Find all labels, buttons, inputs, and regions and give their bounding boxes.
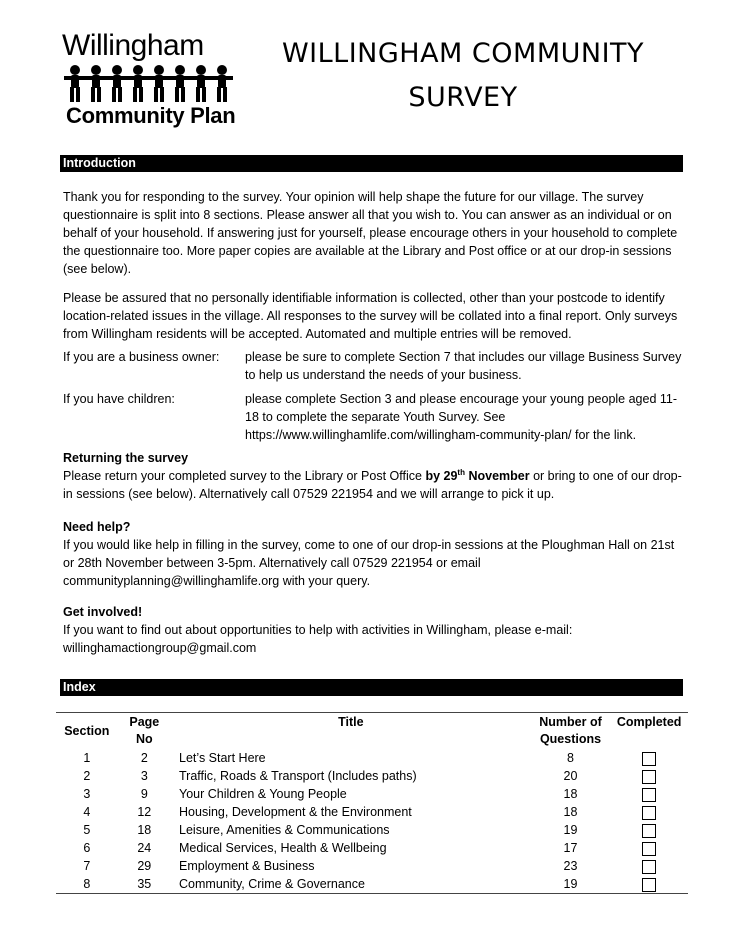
index-header-row [56,713,688,750]
row-completed [610,875,688,894]
row-questions: 18 [563,805,578,819]
row-title: Community, Crime & Governance [179,877,365,891]
children-label: If you have children: [63,392,175,406]
returning-heading: Returning the survey [63,451,189,465]
involved-line: If you want to find out about opportunities to help with activities in Willingham, please e-mail: [63,623,573,637]
row-completed [610,749,688,767]
row-title: Your Children & Young People [179,787,347,801]
row-page: 18 [137,823,152,837]
row-title: Let’s Start Here [179,751,266,765]
business-owner-label: If you are a business owner: [63,350,220,364]
row-title: Housing, Development & the Environment [179,805,412,819]
business-owner-text: please be sure to complete Section 7 that includes our village Business Survey to help us understand the needs of your business. [245,350,682,382]
people-chain-icon [64,64,236,104]
index-table [56,712,688,894]
row-completed [610,839,688,857]
table-row [56,875,688,894]
involved-email[interactable]: willinghamactiongroup@gmail.com [63,641,257,655]
completed-checkbox[interactable] [642,788,656,802]
row-questions: 17 [563,841,578,855]
col-page: Page No [129,715,160,746]
row-page: 3 [140,769,148,783]
row-page: 24 [137,841,152,855]
row-section: 4 [83,805,91,819]
row-title: Traffic, Roads & Transport (Includes paths) [179,769,417,783]
row-section: 8 [83,877,91,891]
table-row [56,803,688,821]
row-page: 9 [140,787,148,801]
children-text: please complete Section 3 and please encourage your young people aged 11-18 to complete the separate Youth Survey. See https://www.willinghamlife.com/willingham-community-plan/ for the link. [245,392,678,442]
returning-text-end: or bring to one of our drop-in sessions (see below). Alternatively call 07529 221954 and we will arrange to pick it up. [63,469,682,501]
row-section: 7 [83,859,91,873]
row-section: 3 [83,787,91,801]
row-completed [610,821,688,839]
row-page: 35 [137,877,152,891]
completed-checkbox[interactable] [642,806,656,820]
completed-checkbox[interactable] [642,752,656,766]
row-title: Employment & Business [179,859,315,873]
deadline-day: by 29 [425,469,458,483]
col-questions: Number of Questions [539,715,602,746]
logo-bottom-text: Community Plan [66,103,236,128]
row-completed [610,785,688,803]
col-title: Title [338,715,364,729]
row-questions: 20 [563,769,578,783]
returning-deadline [425,469,529,483]
deadline-month: November [464,469,530,483]
row-page: 2 [140,751,148,765]
logo-top-text: Willingham [62,29,204,62]
row-page: 12 [137,805,152,819]
row-completed [610,767,688,785]
involved-text [63,621,683,657]
index-heading: Index [60,679,683,696]
row-questions: 23 [563,859,578,873]
row-section: 5 [83,823,91,837]
help-heading: Need help? [63,520,131,534]
logo [62,30,242,128]
completed-checkbox[interactable] [642,860,656,874]
row-questions: 19 [563,877,578,891]
table-row [56,785,688,803]
title-line-1: WILLINGHAM COMMUNITY [281,38,645,69]
table-row [56,821,688,839]
row-section: 1 [83,751,91,765]
completed-checkbox[interactable] [642,878,656,892]
introduction-heading: Introduction [60,155,683,172]
returning-text-start: Please return your completed survey to the Library or Post Office [63,469,426,483]
col-completed: Completed [616,715,682,729]
help-text: If you would like help in filling in the survey, come to one of our drop-in sessions at the Ploughman Hall on 21st or 28th November between 3-5pm. Alternatively call 07529 221954 or email communityplanning@willinghamlife.org with your query. [63,538,675,588]
row-questions: 19 [563,823,578,837]
row-title: Leisure, Amenities & Communications [179,823,390,837]
completed-checkbox[interactable] [642,770,656,784]
title-line-2: SURVEY [408,82,518,113]
table-row [56,767,688,785]
page-title [268,32,658,120]
completed-checkbox[interactable] [642,842,656,856]
completed-checkbox[interactable] [642,824,656,838]
table-row [56,749,688,767]
row-completed [610,857,688,875]
row-section: 6 [83,841,91,855]
row-completed [610,803,688,821]
deadline-suffix: th [457,467,465,477]
returning-text [63,467,683,503]
row-title: Medical Services, Health & Wellbeing [179,841,387,855]
col-section: Section [64,723,110,738]
table-row [56,839,688,857]
row-questions: 18 [563,787,578,801]
row-page: 29 [137,859,152,873]
intro-paragraph-1: Thank you for responding to the survey. Your opinion will help shape the future for our village. The survey questionnaire is split into 8 sections. Please answer all that you wish to. You can answer as an individual or on behalf of your household. If answering just for yourself, please encourage others in your household to complete the questionnaire too. More paper copies are available at the Library and Post office or at our drop-in sessions (see below). [63,190,678,276]
table-row [56,857,688,875]
row-section: 2 [83,769,91,783]
intro-paragraph-2: Please be assured that no personally identifiable information is collected, other than your postcode to identify location-related issues in the village. All responses to the survey will be collated into a final report. Only surveys from Willingham residents will be accepted. Automated and multiple entries will be removed. [63,291,678,341]
involved-heading: Get involved! [63,605,143,619]
row-questions: 8 [567,751,574,765]
